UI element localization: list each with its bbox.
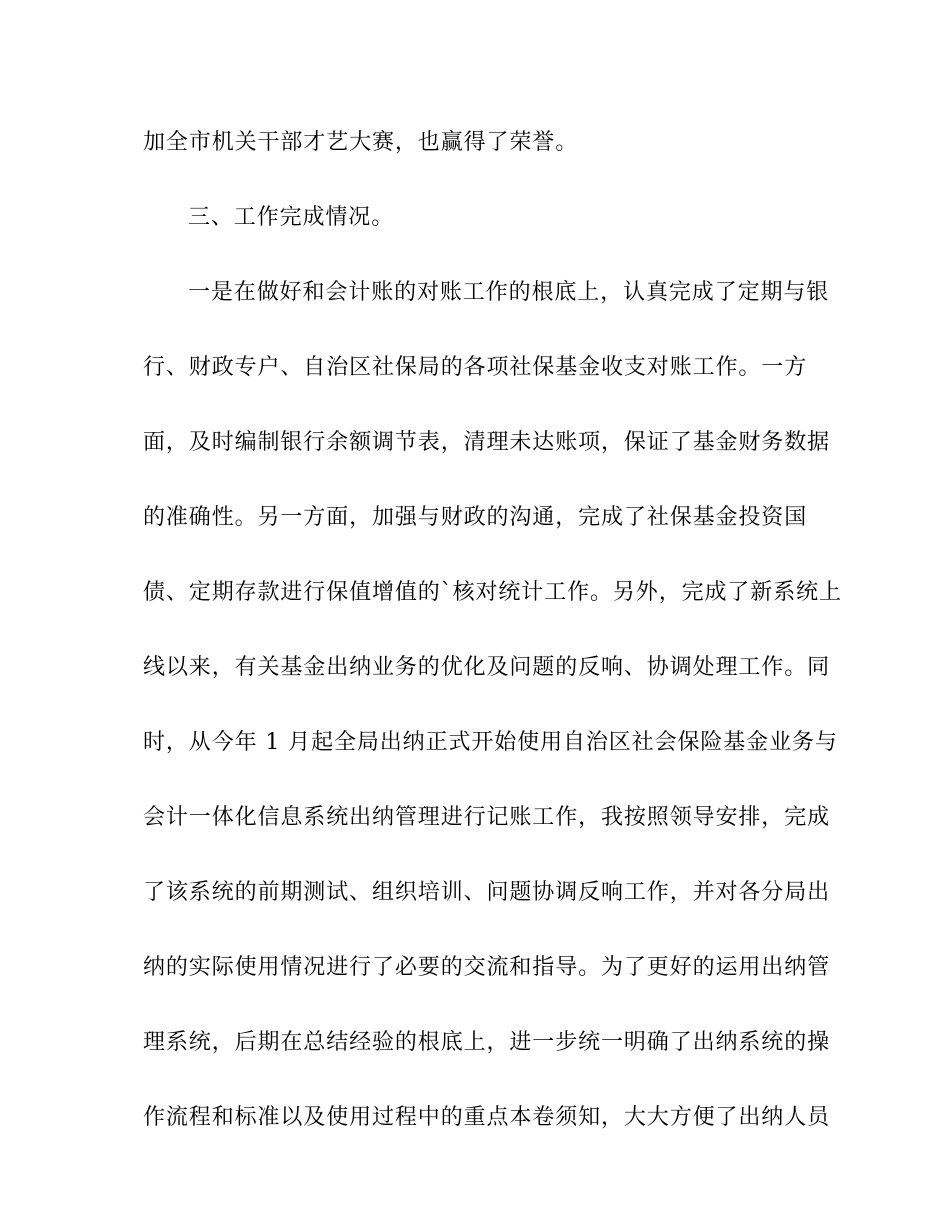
- text-line: 时，从今年 1 月起全局出纳正式开始使用自治区社会保险基金业务与: [143, 730, 838, 755]
- text-line: 纳的实际使用情况进行了必要的交流和指导。为了更好的运用出纳管: [143, 955, 831, 980]
- text-line: 的准确性。另一方面，加强与财政的沟通，完成了社保基金投资国: [143, 505, 808, 530]
- text-line: 理系统，后期在总结经验的根底上，进一步统一明确了出纳系统的操: [143, 1030, 831, 1055]
- text-line: 线以来，有关基金出纳业务的优化及问题的反响、协调处理工作。同: [143, 655, 831, 680]
- text-line: 行、财政专户、自治区社保局的各项社保基金收支对账工作。一方: [143, 355, 808, 380]
- text-line: 加全市机关干部才艺大赛，也赢得了荣誉。: [143, 130, 579, 155]
- section-heading: 三、工作完成情况。: [188, 205, 395, 230]
- text-line: 债、定期存款进行保值增值的`核对统计工作。另外，完成了新系统上: [143, 580, 842, 605]
- text-line: 面，及时编制银行余额调节表，清理未达账项，保证了基金财务数据: [143, 430, 831, 455]
- paragraph-first-line: 一是在做好和会计账的对账工作的根底上，认真完成了定期与银: [188, 280, 830, 305]
- text-line: 作流程和标准以及使用过程中的重点本卷须知，大大方便了出纳人员: [143, 1105, 831, 1130]
- text-line: 了该系统的前期测试、组织培训、问题协调反响工作，并对各分局出: [143, 880, 831, 905]
- text-line: 会计一体化信息系统出纳管理进行记账工作，我按照领导安排，完成: [143, 805, 831, 830]
